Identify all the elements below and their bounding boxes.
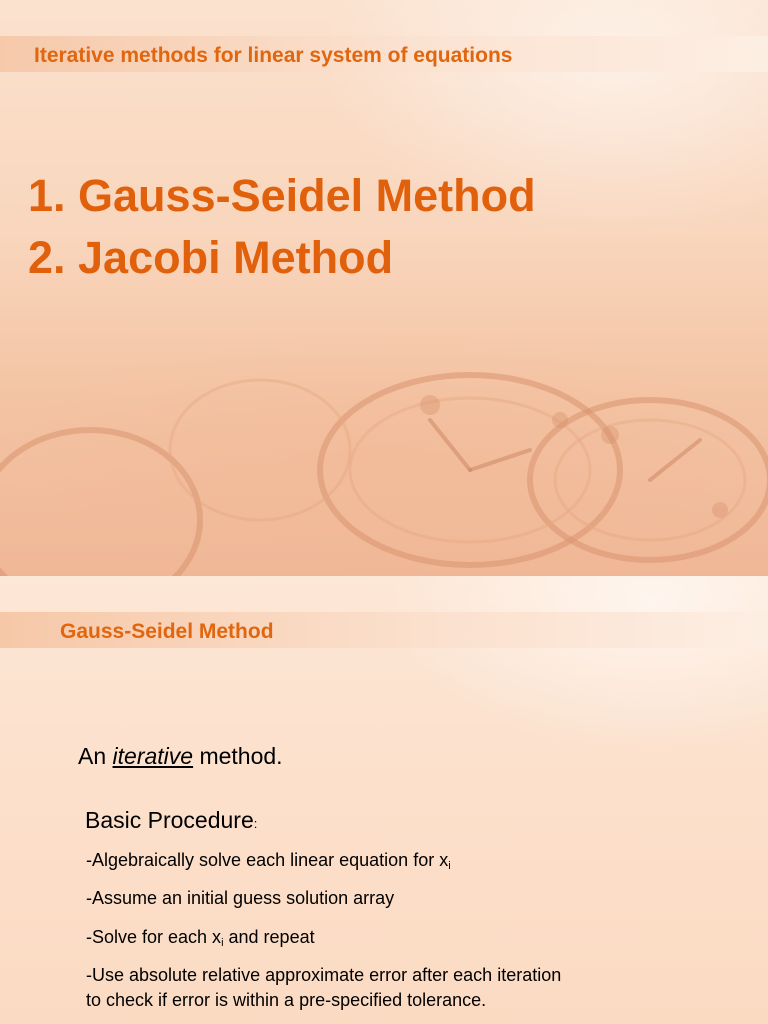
procedure-colon: :: [253, 816, 258, 831]
procedure-title: Basic Procedure: [85, 807, 254, 833]
method-item-jacobi: 2. Jacobi Method: [28, 232, 394, 283]
intro-suffix: method.: [193, 743, 283, 769]
clock-background-image: [0, 330, 768, 576]
step-3-suffix: and repeat: [223, 927, 315, 947]
procedure-step-4-line-1: -Use absolute relative approximate error after each iteration: [86, 965, 562, 985]
gauss-seidel-slide: [0, 576, 768, 1024]
method-item-gauss-seidel: 1. Gauss-Seidel Method: [28, 170, 536, 221]
procedure-step-1: [86, 848, 451, 879]
procedure-heading: [85, 807, 257, 834]
procedure-step-2: -Assume an initial guess solution array: [86, 888, 395, 908]
step-3-text: -Solve for each x: [86, 927, 222, 947]
intro-prefix: An: [78, 743, 113, 769]
step-1-subscript: i: [448, 860, 451, 872]
step-1-text: -Algebraically solve each linear equation for x: [86, 850, 449, 870]
section-banner-title: Gauss-Seidel Method: [60, 620, 274, 643]
intro-emphasis: iterative: [112, 743, 194, 769]
procedure-step-4-line-2: to check if error is within a pre-specified tolerance.: [86, 990, 487, 1010]
intro-line: [78, 743, 283, 770]
slide-banner-title: Iterative methods for linear system of equations: [34, 44, 513, 67]
step-3-subscript: i: [221, 937, 224, 949]
procedure-step-3: [86, 925, 315, 956]
